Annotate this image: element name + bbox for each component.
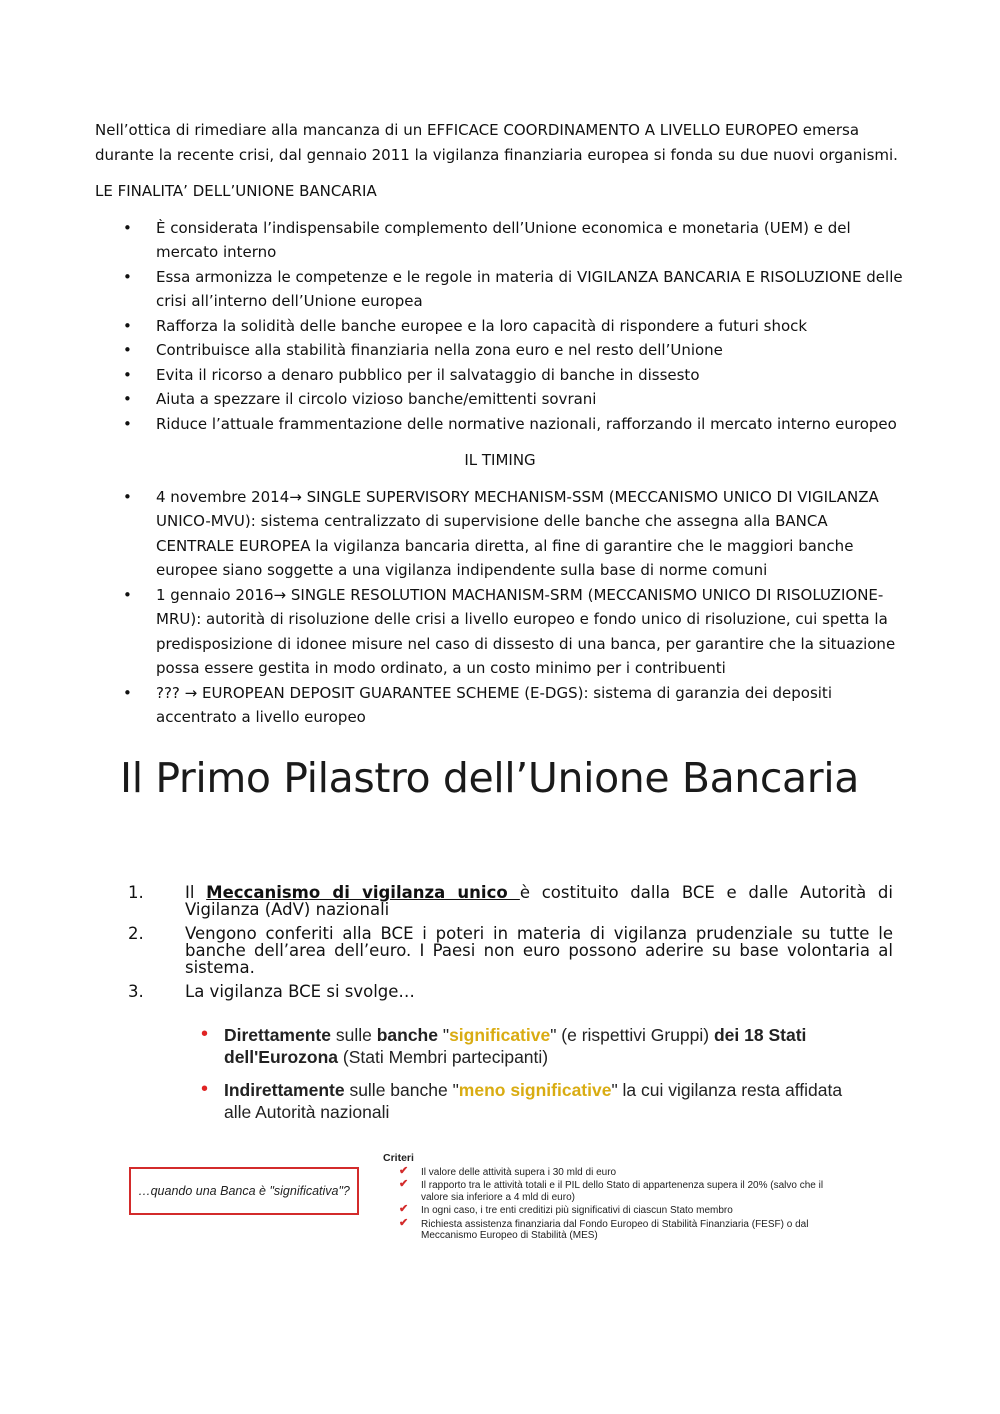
bullet-icon: •: [123, 316, 132, 335]
criteria-list: [383, 1164, 853, 1242]
check-icon: ✔: [399, 1178, 409, 1190]
list-item: • ??? → EUROPEAN DEPOSIT GUARANTEE SCHEME (E-DGS): sistema di garanzia dei depositi accentrato a livello europeo: [95, 681, 905, 730]
list-item: • Aiuta a spezzare il circolo vizioso banche/emittenti sovrani: [95, 387, 905, 412]
bullet-icon: •: [123, 365, 132, 384]
bullet-icon: •: [123, 683, 132, 702]
bullet-icon: •: [123, 487, 132, 506]
document-text: [95, 118, 905, 742]
bullet-icon: •: [123, 218, 132, 237]
list-item: • È considerata l’indispensabile complemento dell’Unione economica e monetaria (UEM) e del mercato interno: [95, 216, 905, 265]
list-item: ✔ Il valore delle attività supera i 30 mld di euro: [399, 1164, 617, 1178]
list-item: ✔ In ogni caso, i tre enti creditizi più significativi di ciascun Stato membro: [399, 1203, 733, 1216]
slide-image: [95, 748, 910, 1268]
bullet-icon: •: [201, 1023, 209, 1045]
bullet-icon: •: [123, 267, 132, 286]
supervision-modes-list: [199, 1024, 849, 1134]
list-item: • 4 novembre 2014→ SINGLE SUPERVISORY MECHANISM-SSM (MECCANISMO UNICO DI VIGILANZA UNICO-MVU): sistema centralizzato di supervisione delle banche che assegna alla BANCA CENTRALE EUROPEA la vigilanza bancaria diretta, al fine di garantire che le maggiori banche europee siano soggette a una vigilanza indipendente sulla base di norme comuni: [95, 485, 905, 583]
bullet-icon: •: [123, 414, 132, 433]
criteria-panel: [383, 1153, 853, 1244]
highlight-text: significative: [449, 1025, 551, 1045]
mvu-term: Meccanismo di vigilanza unico: [206, 883, 520, 902]
list-item: • Evita il ricorso a denaro pubblico per il salvataggio di banche in dissesto: [95, 363, 905, 388]
list-item: • Riduce l’attuale frammentazione delle normative nazionali, rafforzando il mercato interno europeo: [95, 412, 905, 437]
list-item: • 1 gennaio 2016→ SINGLE RESOLUTION MACHANISM-SRM (MECCANISMO UNICO DI RISOLUZIONE-MRU): autorità di risoluzione delle crisi a livello europeo e fondo unico di risoluzione, cui spetta la predisposizione di idonee misure nel caso di dissesto di una banca, per garantire che la situazione possa essere gestita in modo ordinato, a un costo minimo per i contribuenti: [95, 583, 905, 681]
list-item: 1. Il Meccanismo di vigilanza unico è costituito dalla BCE e dalle Autorità di Vigilanza (AdV) nazionali: [128, 883, 893, 919]
highlight-text: meno significative: [458, 1080, 612, 1100]
bullet-icon: •: [123, 585, 132, 604]
list-item: • Direttamente sulle banche "significative" (e rispettivi Gruppi) dei 18 Stati dell'Eurozona (Stati Membri partecipanti): [201, 1023, 807, 1067]
list-item: • Essa armonizza le competenze e le regole in materia di VIGILANZA BANCARIA E RISOLUZIONE delle crisi all’interno dell’Unione europea: [95, 265, 905, 314]
intro-paragraph: Nell’ottica di rimediare alla mancanza di un EFFICACE COORDINAMENTO A LIVELLO EUROPEO emersa durante la recente crisi, dal gennaio 2011 la vigilanza finanziaria europea si fonda su due nuovi organismi.: [95, 121, 898, 164]
timing-heading: IL TIMING: [464, 451, 536, 469]
list-item: ✔ Richiesta assistenza finanziaria dal Fondo Europeo di Stabilità Finanziaria (FESF) o dal Meccanismo Europeo di Stabilità (MES): [399, 1216, 809, 1241]
list-item: 3. La vigilanza BCE si svolge…: [128, 982, 415, 1001]
check-icon: ✔: [399, 1203, 409, 1215]
bullet-icon: •: [123, 390, 132, 408]
list-item: • Rafforza la solidità delle banche europee e la loro capacità di rispondere a futuri shock: [95, 314, 905, 339]
list-item: • Indirettamente sulle banche "meno significative" la cui vigilanza resta affidata alle Autorità nazionali: [201, 1078, 843, 1122]
finalita-list: [95, 216, 905, 437]
bullet-icon: •: [123, 341, 132, 359]
slide-title: Il Primo Pilastro dell’Unione Bancaria: [120, 754, 859, 802]
check-icon: ✔: [399, 1164, 409, 1177]
slide-numbered-list: [128, 884, 893, 1007]
list-item: 2. Vengono conferiti alla BCE i poteri in materia di vigilanza prudenziale su tutte le banche dell’area dell’euro. I Paesi non euro possono aderire su base volontaria al sistema.: [128, 924, 893, 977]
timing-list: [95, 485, 905, 730]
bullet-icon: •: [201, 1078, 209, 1100]
list-item: • Contribuisce alla stabilità finanziaria nella zona euro e nel resto dell’Unione: [95, 338, 905, 363]
list-item: ✔ Il rapporto tra le attività totali e il PIL dello Stato di appartenenza supera il 20% (salvo che il valore sia inferiore a 4 mld di euro): [399, 1178, 824, 1203]
finalita-heading: LE FINALITA’ DELL’UNIONE BANCARIA: [95, 182, 377, 200]
criteria-title: Criteri: [383, 1152, 414, 1164]
check-icon: ✔: [399, 1216, 409, 1229]
question-box: …quando una Banca è "significativa"?: [129, 1167, 359, 1215]
